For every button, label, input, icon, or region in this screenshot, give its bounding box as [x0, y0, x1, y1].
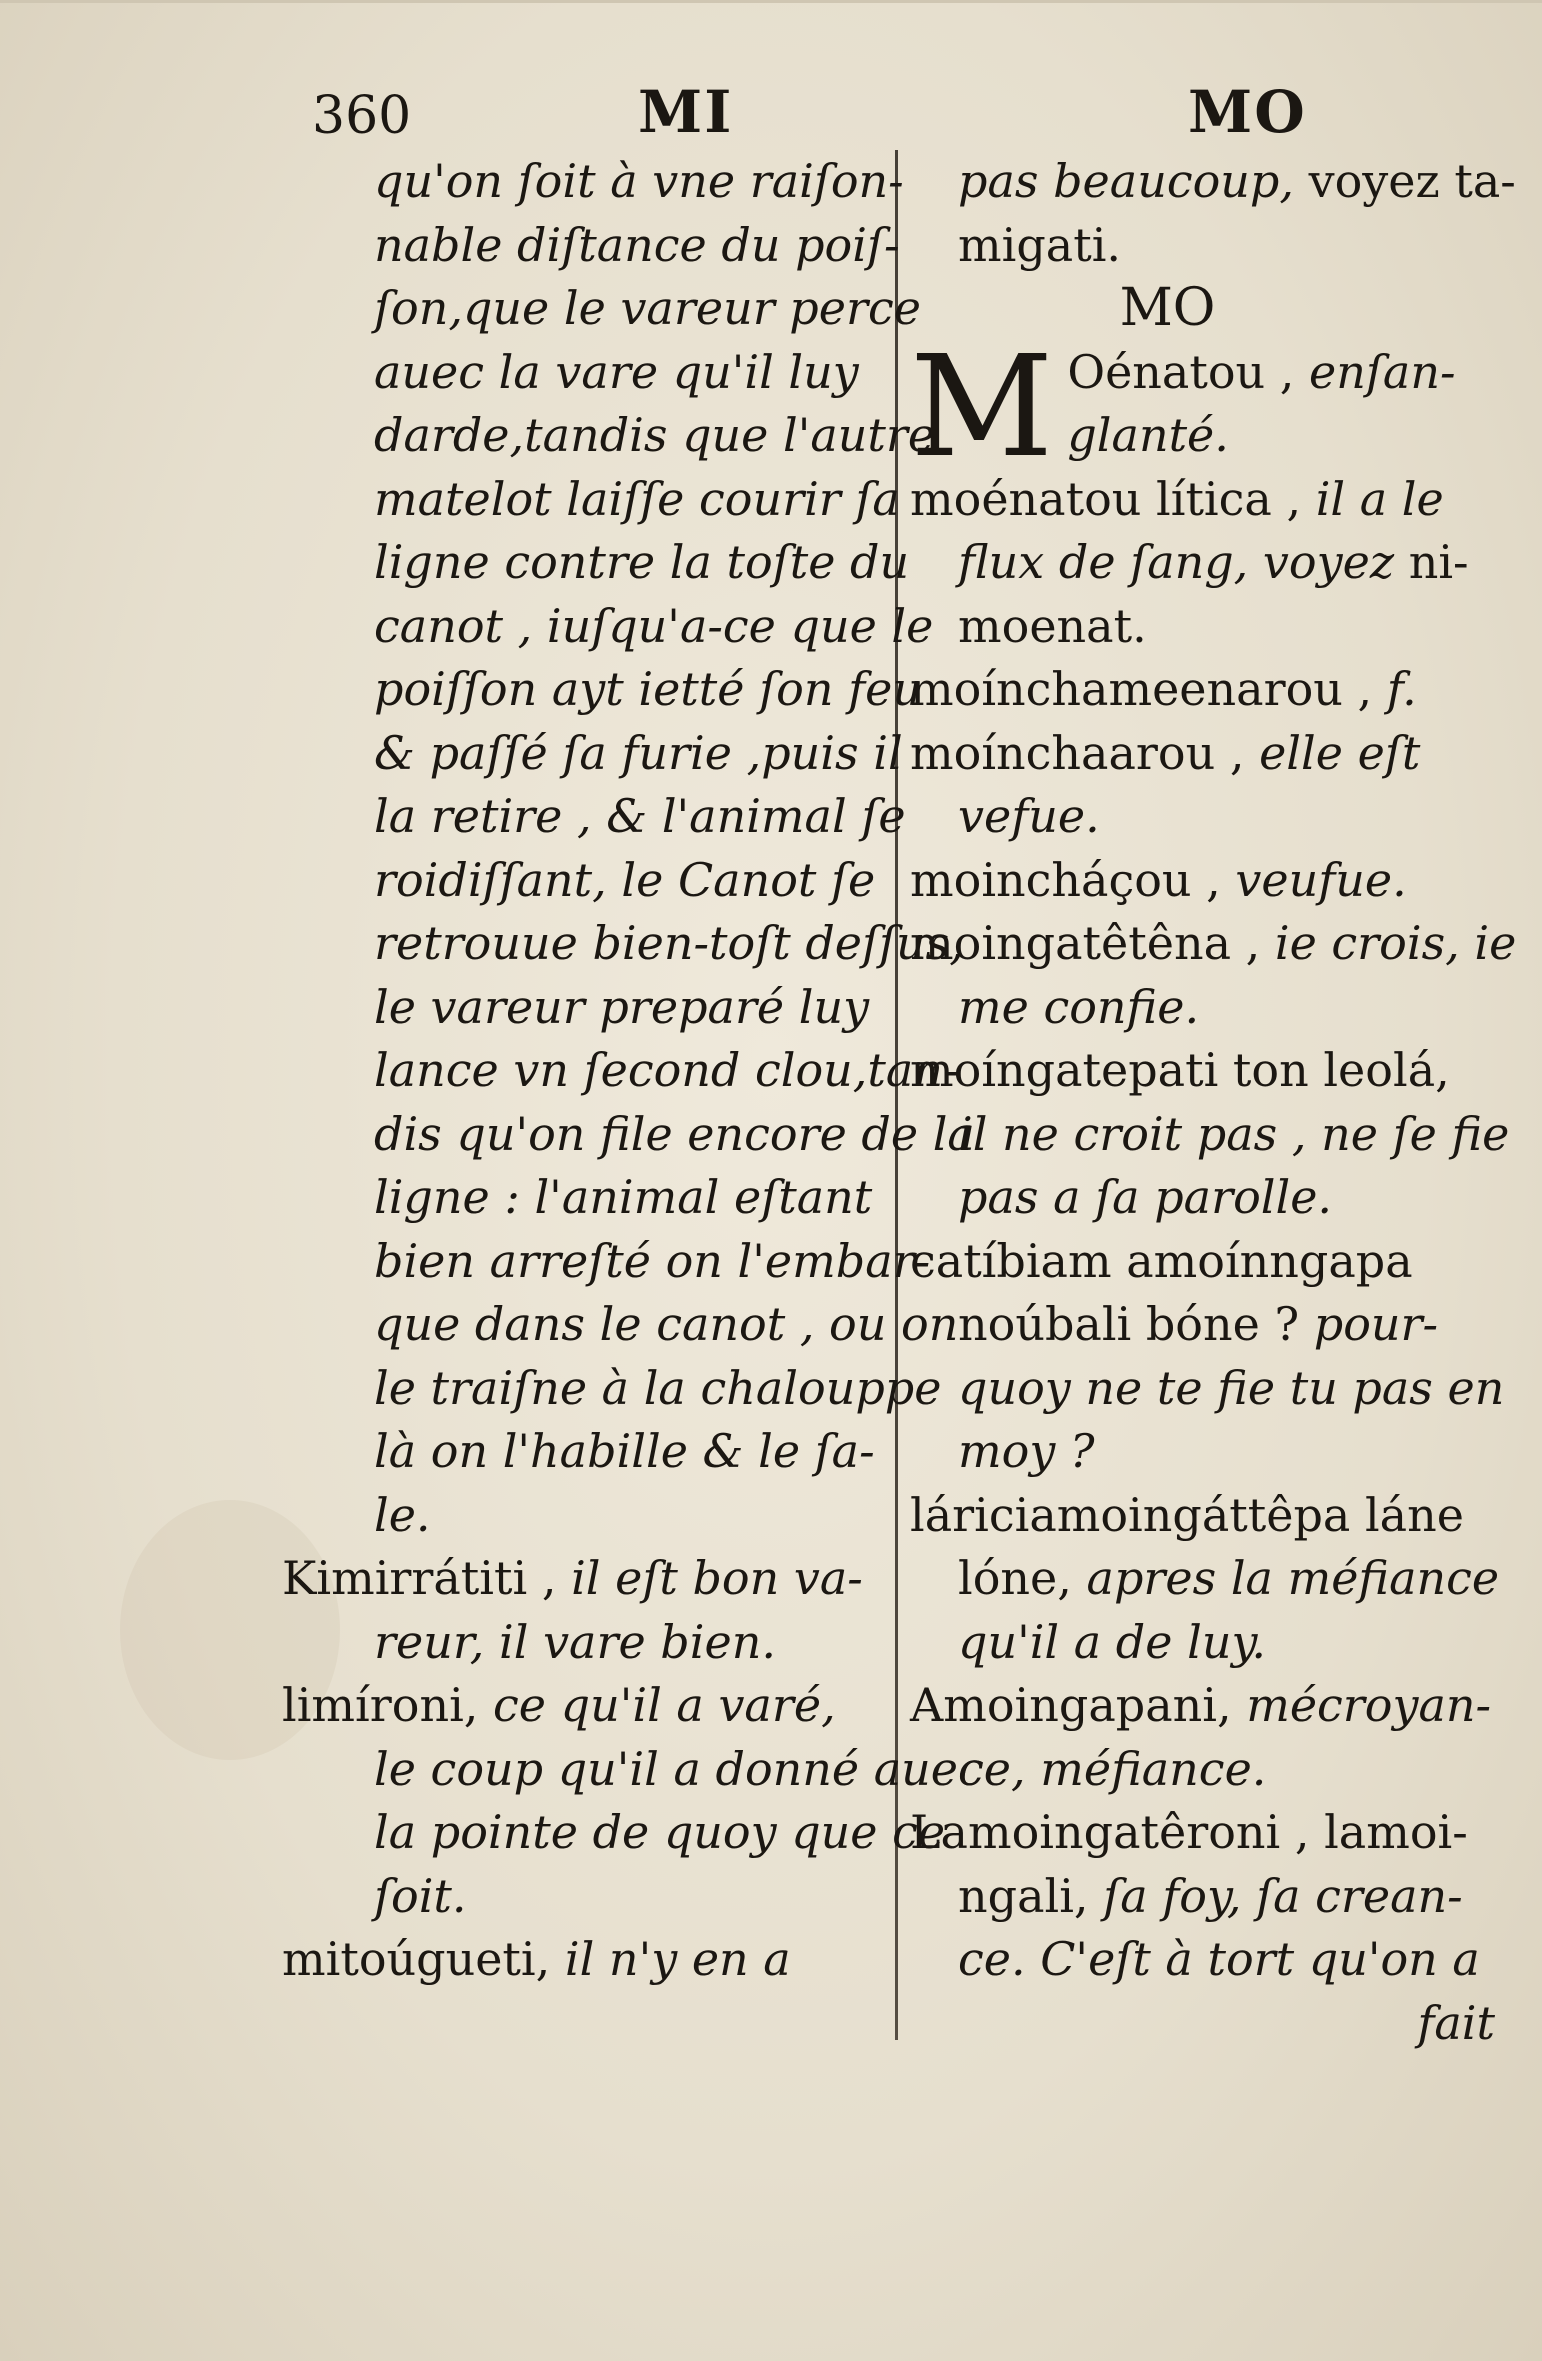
line-text: ſoit.: [374, 1868, 467, 1923]
text-line: [910, 1611, 1495, 1675]
entry-headword: limíroni,: [282, 1678, 479, 1732]
line-text: roidiſſant, le Canot ſe: [374, 852, 876, 907]
text-line: [910, 1801, 1495, 1865]
text-line: [910, 1547, 1500, 1611]
line-text: poiſſon ayt ietté ſon feu: [374, 662, 922, 716]
text-line: [282, 722, 903, 786]
text-line: [910, 214, 1495, 278]
line-text: pas a ſa parolle.: [958, 1170, 1333, 1224]
entry-gloss: ie crois, ie: [1274, 916, 1517, 970]
text-line: [910, 1230, 1495, 1294]
line-text: qu'on ſoit à vne raiſon-: [374, 154, 904, 208]
entry-headword: moíngatepati ton leolá,: [910, 1043, 1450, 1097]
line-text: migati.: [958, 217, 1122, 272]
line-text: il ne croit pas , ne ſe fie: [958, 1106, 1510, 1161]
entry-headword: noúbali bóne ?: [958, 1297, 1300, 1351]
entry-gloss: apres la méfiance: [1086, 1551, 1500, 1605]
text-line: [910, 849, 1495, 913]
entry-gloss: il a le: [1315, 471, 1444, 526]
section-heading-mo: MO: [1119, 278, 1216, 338]
entry-headword: moincháçou ,: [910, 852, 1221, 907]
entry-gloss: ſa foy, ſa crean-: [1103, 1868, 1463, 1923]
text-line: [910, 1357, 1505, 1421]
text-line: [910, 150, 1516, 214]
line-text: ce. C'eſt à tort qu'on a: [958, 1932, 1480, 1986]
entry-headword: Oénatou ,: [1067, 344, 1295, 399]
entry-gloss: mécroyan-: [1246, 1678, 1492, 1732]
text-line: [282, 1801, 946, 1865]
text-line: [910, 1992, 1495, 2056]
line-text: nable diſtance du poiſ-: [374, 217, 900, 272]
line-text: canot , iuſqu'a-ce que le: [374, 598, 934, 653]
line-text: quoy ne te fie tu pas en: [958, 1360, 1505, 1415]
text-line: [282, 1103, 975, 1167]
entry-gloss: enſan-: [1309, 344, 1456, 399]
entry-headword: moínchameenarou ,: [910, 662, 1373, 716]
text-line: [282, 1611, 882, 1675]
text-line: [282, 468, 900, 532]
text-line: [910, 1928, 1495, 1992]
text-line: [282, 976, 882, 1040]
entry-headword: mitoúgueti,: [282, 1932, 551, 1986]
text-line: [282, 214, 900, 278]
entry-headword: moénatou lítica ,: [910, 471, 1302, 526]
text-line: [282, 785, 906, 849]
entry-headword: moingatêtêna ,: [910, 916, 1261, 970]
text-line: [282, 404, 936, 468]
text-line: [282, 1484, 882, 1548]
entry-gloss: f.: [1386, 662, 1417, 716]
line-text: auec la vare qu'il luy: [374, 344, 859, 399]
line-text: ligne contre la toſte du: [374, 535, 910, 589]
line-text: que dans le canot , ou on: [374, 1297, 959, 1351]
text-line: [910, 1738, 1495, 1802]
text-line: [910, 1420, 1495, 1484]
line-text: ſon,que le vareur perce: [374, 281, 921, 335]
entry-gloss: il n'y en a: [564, 1932, 791, 1986]
line-text: qu'il a de luy.: [958, 1614, 1266, 1669]
entry-gloss: glanté.: [1067, 408, 1229, 462]
text-line: [282, 1928, 882, 1992]
entry-headword: Amoingapani,: [910, 1678, 1232, 1732]
line-text: fait: [1417, 1995, 1495, 2050]
line-text: le.: [374, 1487, 431, 1542]
line-text: darde,tandis que l'autre: [374, 408, 936, 462]
text-line: [910, 1166, 1495, 1230]
text-line: [910, 1293, 1495, 1357]
entry-gloss: elle eſt: [1259, 725, 1421, 780]
text-line: [282, 1865, 882, 1929]
entry-headword: láriciamoingáttêpa láne: [910, 1487, 1464, 1542]
entry-gloss: il eſt bon va-: [571, 1551, 863, 1605]
text-line: [910, 658, 1495, 722]
left-column: [282, 150, 984, 1992]
entry-headword: Lamoingatêroni , lamoi-: [910, 1805, 1468, 1859]
text-line: [282, 277, 921, 341]
line-text: le coup qu'il a donné auec: [374, 1741, 984, 1796]
line-text: ce, méfiance.: [958, 1741, 1267, 1796]
line-text: dis qu'on file encore de la: [374, 1106, 975, 1161]
dropcap-letter: M: [910, 325, 1054, 489]
text-line: [910, 595, 1495, 659]
text-line: [910, 531, 1495, 595]
page-top-edge: [0, 0, 1542, 3]
entry-gloss: ce qu'il a varé,: [493, 1678, 836, 1732]
text-line: [282, 531, 910, 595]
line-text: pas beaucoup,: [958, 154, 1294, 208]
line-text: le vareur preparé luy: [374, 979, 870, 1034]
text-line: [910, 1674, 1495, 1738]
text-line: [910, 468, 1495, 532]
text-line: [910, 912, 1517, 976]
entry-headword: moínchaarou ,: [910, 725, 1245, 780]
line-text: la retire , & l'animal ſe: [374, 789, 906, 843]
text-line: [282, 1039, 959, 1103]
line-text: bien arreſté on l'embar-: [374, 1233, 931, 1288]
text-line: [282, 658, 922, 722]
line-text: moy ?: [958, 1424, 1095, 1478]
text-line: [910, 785, 1495, 849]
line-text: me confie.: [958, 979, 1200, 1034]
line-text: & paſſé ſa furie ,puis il: [374, 725, 903, 780]
text-line: [282, 1547, 882, 1611]
text-line: [282, 150, 904, 214]
line-text: lance vn ſecond clou,tan-: [374, 1043, 959, 1097]
dropcap-entry: [910, 325, 1495, 489]
line-text: matelot laiſſe courir ſa: [374, 471, 900, 526]
line-text: moenat.: [958, 598, 1147, 653]
text-line: [910, 1039, 1495, 1103]
text-line: [910, 1103, 1510, 1167]
line-text: retrouue bien-toſt deſſus,: [374, 916, 964, 970]
text-line: [282, 1420, 882, 1484]
text-line: [910, 976, 1495, 1040]
page-number: 360: [312, 86, 412, 146]
text-line: [282, 1674, 882, 1738]
text-line: [910, 1865, 1495, 1929]
right-running-head: MO: [1188, 78, 1307, 146]
text-line: [910, 1484, 1495, 1548]
text-line: [282, 1293, 959, 1357]
text-line: [282, 1738, 984, 1802]
entry-gloss: veufue.: [1235, 852, 1407, 907]
line-text: là on l'habille & le ſa-: [374, 1424, 875, 1478]
text-line: [282, 595, 934, 659]
entry-headword: lóne,: [958, 1551, 1072, 1605]
left-running-head: MI: [638, 78, 734, 146]
line-text: ligne : l'animal eſtant: [374, 1170, 873, 1224]
entry-headword: Kimirrátiti ,: [282, 1551, 557, 1605]
entry-headword: catíbiam amoínngapa: [910, 1233, 1413, 1288]
text-line: [282, 1166, 882, 1230]
line-text: le traiſne à la chalouppe: [374, 1360, 942, 1415]
line-tail: voyez ta-: [1308, 154, 1516, 208]
right-column: [910, 150, 1517, 2055]
entry-gloss: pour-: [1313, 1297, 1439, 1351]
line-text: vefue.: [958, 789, 1100, 843]
line-text: flux de ſang, voyez: [958, 535, 1395, 589]
entry-headword: ngali,: [958, 1868, 1089, 1923]
line-text: la pointe de quoy que ce: [374, 1805, 946, 1859]
text-line: [282, 1357, 942, 1421]
text-line: [282, 912, 964, 976]
text-line: [282, 341, 882, 405]
line-tail: ni-: [1408, 535, 1469, 589]
text-line: [282, 849, 882, 913]
line-text: reur, il vare bien.: [374, 1614, 776, 1669]
text-line: [282, 1230, 931, 1294]
text-line: [910, 722, 1495, 786]
